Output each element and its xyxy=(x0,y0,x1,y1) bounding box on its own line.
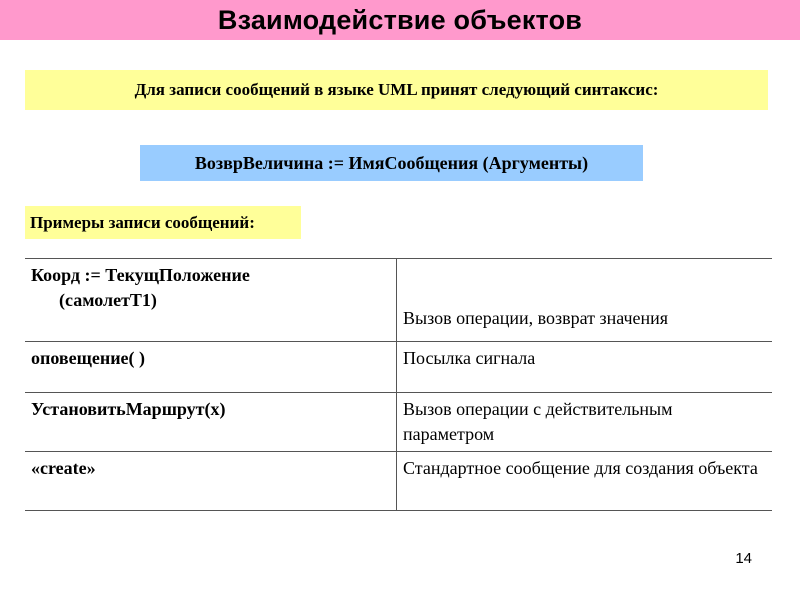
message-description-cell: Вызов операции, возврат значения xyxy=(403,308,669,328)
message-call-cell xyxy=(25,259,397,342)
table-row xyxy=(25,259,772,342)
message-description-cell: Стандартное сообщение для создания объекта xyxy=(403,458,758,478)
page-number: 14 xyxy=(735,550,752,567)
message-call-line1: Коорд := ТекущПоложение xyxy=(31,265,250,285)
examples-label-box xyxy=(25,206,301,239)
intro-text: Для записи сообщений в языке UML принят следующий синтаксис: xyxy=(134,80,659,99)
examples-table xyxy=(25,258,772,511)
message-call-cell: УстановитьМаршрут(x) xyxy=(25,393,397,452)
message-call-line2: (самолетT1) xyxy=(59,290,157,310)
table-row xyxy=(25,393,772,452)
intro-box xyxy=(25,70,768,110)
syntax-box xyxy=(140,145,643,181)
message-call-cell: оповещение( ) xyxy=(25,342,397,393)
title-bar xyxy=(0,0,800,40)
examples-label: Примеры записи сообщений: xyxy=(30,212,255,232)
slide-title: Взаимодействие объектов xyxy=(217,4,583,35)
message-description-cell: Посылка сигнала xyxy=(403,348,536,368)
table-row xyxy=(25,452,772,511)
message-call-cell: «create» xyxy=(25,452,397,511)
message-description-cell: Вызов операции с действительным параметром xyxy=(403,399,673,444)
syntax-text: ВозврВеличина := ИмяСообщения (Аргументы) xyxy=(194,152,589,173)
table-row xyxy=(25,342,772,393)
